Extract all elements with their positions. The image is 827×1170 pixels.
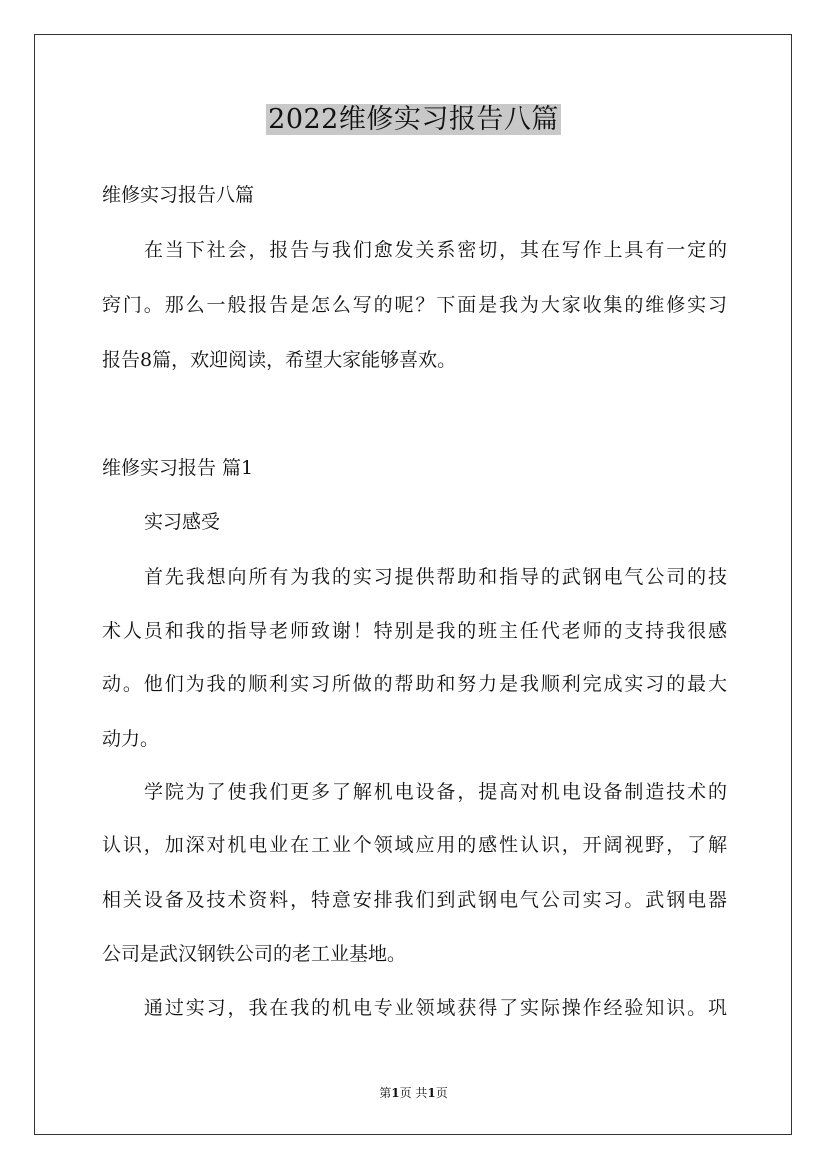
page-footer — [0, 1084, 827, 1101]
footer-page-mid: 页 共 — [399, 1086, 428, 1100]
footer-page-suffix: 页 — [435, 1086, 448, 1100]
para-3-line-1: 通过实习，我在我的机电专业领域获得了实际操作经验知识。巩 — [144, 997, 727, 1019]
section-1-heading: 维修实习报告 篇1 — [102, 457, 254, 479]
para-2-line-3: 相关设备及技术资料，特意安排我们到武钢电气公司实习。武钢电器 — [102, 889, 727, 911]
intro-line-2: 窍门。那么一般报告是怎么写的呢？下面是我为大家收集的维修实习 — [102, 294, 727, 316]
para-1-line-1: 首先我想向所有为我的实习提供帮助和指导的武钢电气公司的技 — [144, 566, 727, 588]
document-title: 2022维修实习报告八篇 — [268, 104, 559, 135]
intro-line-1: 在当下社会，报告与我们愈发关系密切，其在写作上具有一定的 — [144, 239, 727, 261]
footer-page-total: 1 — [427, 1086, 436, 1100]
para-2-line-1: 学院为了使我们更多了解机电设备，提高对机电设备制造技术的 — [144, 781, 727, 803]
para-1-line-4: 动力。 — [102, 728, 160, 750]
para-1-line-2: 术人员和我的指导老师致谢！特别是我的班主任代老师的支持我很感 — [102, 620, 727, 642]
section-1-subheading: 实习感受 — [144, 511, 221, 533]
footer-page-prefix: 第 — [379, 1086, 392, 1100]
document-title-wrap — [0, 100, 827, 140]
para-2-line-4: 公司是武汉钢铁公司的老工业基地。 — [102, 943, 407, 965]
footer-page-number: 1 — [391, 1086, 400, 1100]
para-2-line-2: 认识，加深对机电业在工业个领域应用的感性认识，开阔视野，了解 — [102, 834, 727, 856]
para-1-line-3: 动。他们为我的顺利实习所做的帮助和努力是我顺利完成实习的最大 — [102, 673, 727, 695]
document-subtitle: 维修实习报告八篇 — [102, 184, 255, 206]
intro-line-3: 报告8篇，欢迎阅读，希望大家能够喜欢。 — [102, 349, 457, 371]
